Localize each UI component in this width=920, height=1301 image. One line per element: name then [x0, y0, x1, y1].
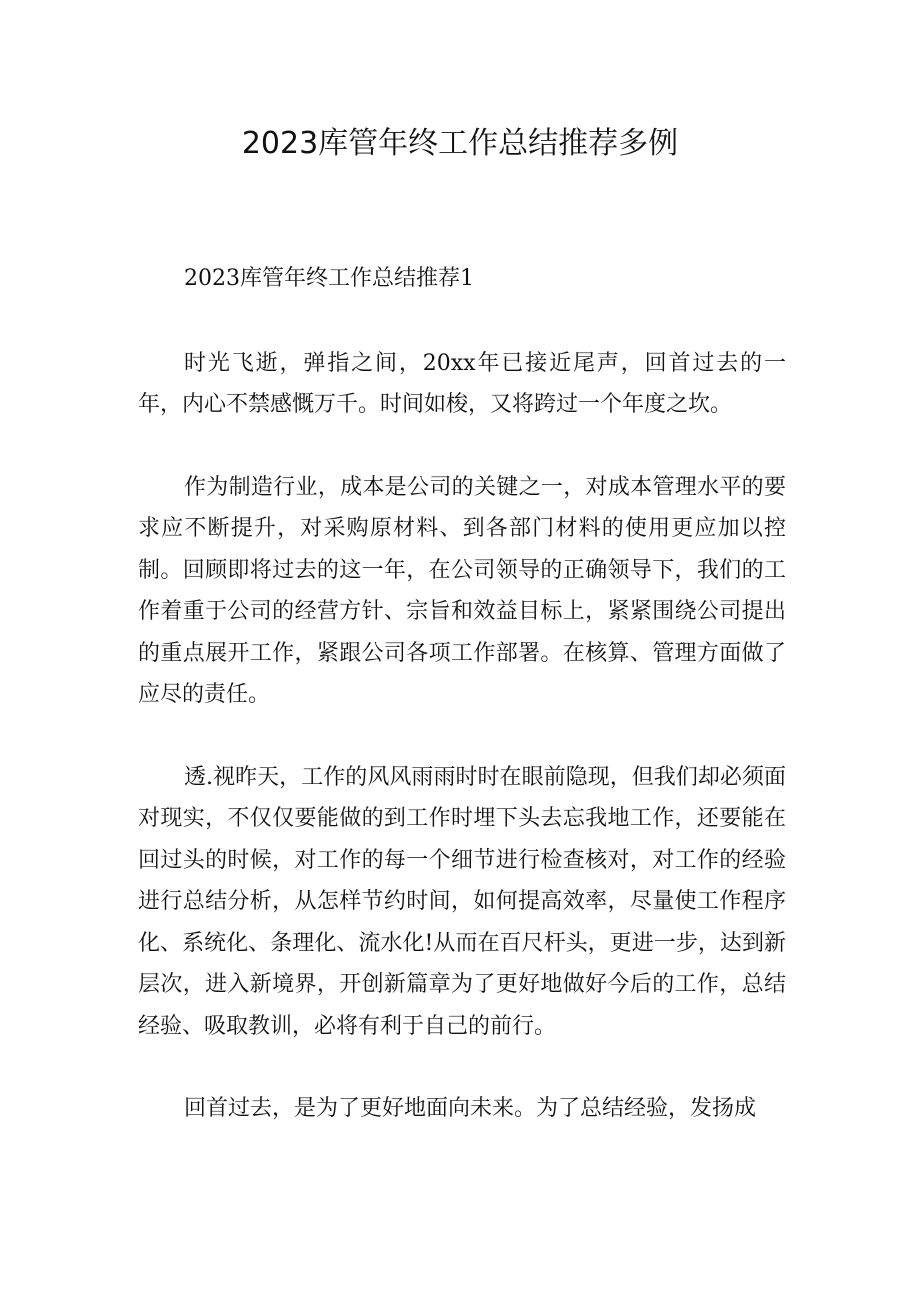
- paragraph-4: 回首过去，是为了更好地面向未来。为了总结经验，发扬成: [184, 1096, 757, 1121]
- paragraph-2: 作为制造行业，成本是公司的关键之一，对成本管理水平的要求应不断提升，对采购原材料、到各部门材料的使用更应加以控制。回顾即将过去的这一年，在公司领导的正确领导下，我们的工作着重于公司的经营方针、宗旨和效益目标上，紧紧围绕公司提出的重点展开工作，紧跟公司各项工作部署。在核算、管理方面做了应尽的责任。: [138, 474, 786, 707]
- paragraph-3: 透.视昨天，工作的风风雨雨时时在眼前隐现，但我们却必须面对现实，不仅仅要能做的到工作时埋下头去忘我地工作，还要能在回过头的时候，对工作的每一个细节进行检查核对，对工作的经验进行总结分析，从怎样节约时间，如何提高效率，尽量使工作程序化、系统化、条理化、流水化!从而在百尺杆头，更进一步，达到新层次，进入新境界，开创新篇章为了更好地做好今后的工作，总结经验、吸取教训，必将有利于自己的前行。: [138, 764, 786, 1039]
- paragraph-1: 时光飞逝，弹指之间，20xx年已接近尾声，回首过去的一年，内心不禁感慨万千。时间如梭，又将跨过一个年度之坎。: [138, 350, 786, 417]
- section-heading: 2023库管年终工作总结推荐1: [184, 266, 474, 291]
- document-title: 2023库管年终工作总结推荐多例: [241, 126, 679, 161]
- document-body: [138, 258, 786, 1171]
